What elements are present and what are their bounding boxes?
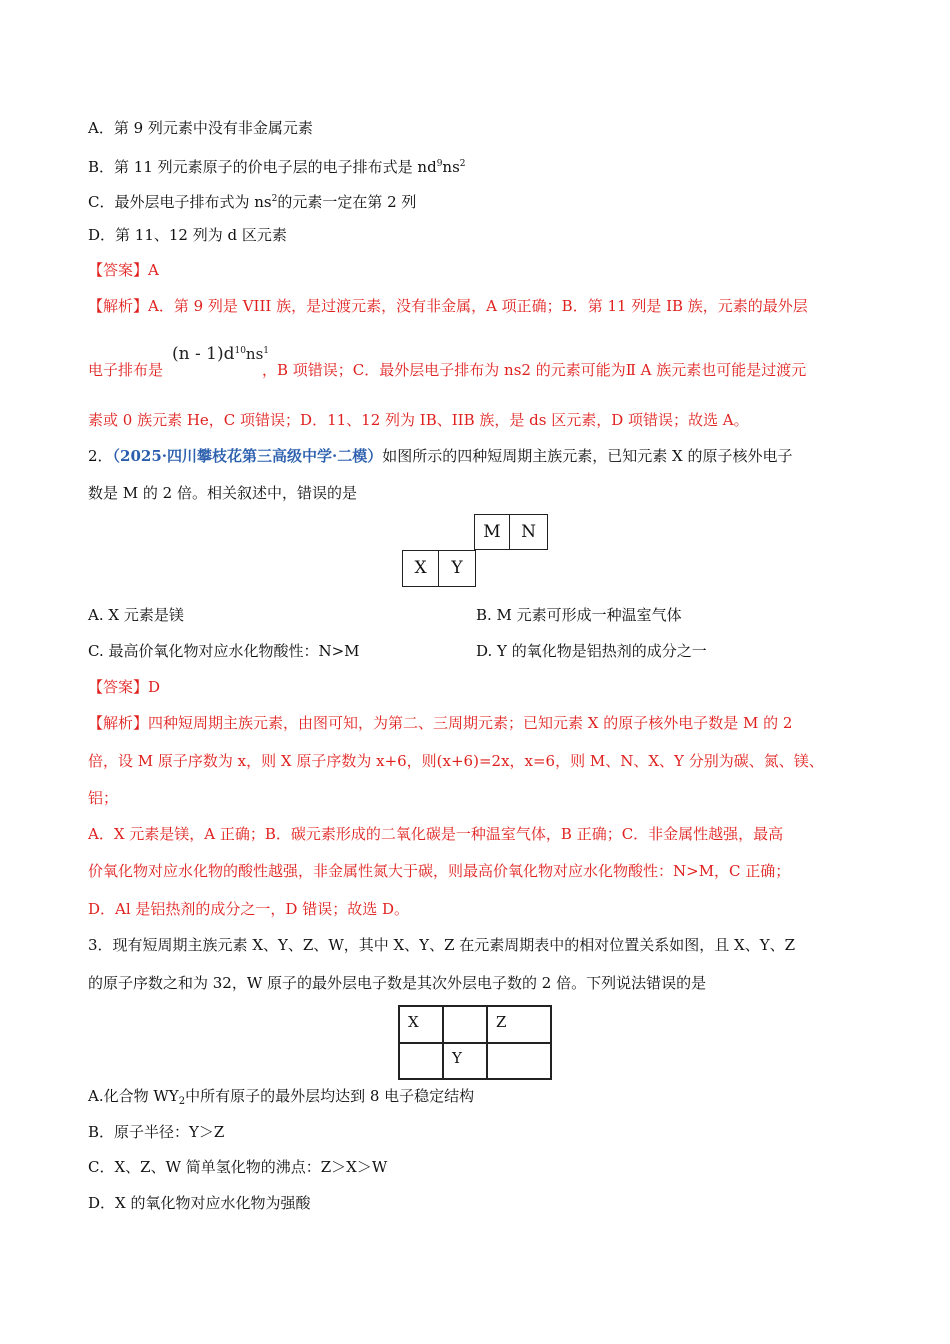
q1-option-c: C．最外层电子排布式为 $ns^2$的元素一定在第 2 列 bbox=[88, 193, 417, 211]
q2-cell-y: Y bbox=[439, 550, 476, 587]
q2-option-c: C. 最高价氧化物对应水化物酸性：N>M bbox=[88, 642, 360, 660]
q2-analysis-line-1: 【解析】四种短周期主族元素，由图可知，为第二、三周期元素；已知元素 X 的原子核外电子数是 M 的 2 bbox=[88, 714, 793, 732]
q2-answer: 【答案】D bbox=[88, 678, 161, 696]
q3-element-grid bbox=[398, 1005, 552, 1080]
q2-source: （2025·四川攀枝花第三高级中学·二模） bbox=[112, 447, 383, 465]
q1-answer: 【答案】A bbox=[88, 261, 159, 279]
q3-stem-line-2: 的原子序数之和为 32，W 原子的最外层电子数是其次外层电子数的 2 倍。下列说法错误的是 bbox=[88, 974, 707, 992]
q1-option-d: D．第 11、12 列为 d 区元素 bbox=[88, 226, 287, 244]
q1-formula: $(n - 1)d^{10}ns^1$ bbox=[172, 344, 270, 364]
q1-analysis-line-2-pre: 电子排布是 bbox=[88, 361, 164, 379]
q2-cell-x: X bbox=[402, 550, 439, 587]
q3-option-d: D．X 的氧化物对应水化物为强酸 bbox=[88, 1194, 311, 1212]
q2-cell-n: N bbox=[510, 514, 548, 550]
q1-analysis-line-1: 【解析】A．第 9 列是 VIII 族，是过渡元素，没有非金属，A 项正确；B．第 11 列是 IB 族，元素的最外层 bbox=[88, 297, 808, 315]
q2-stem-line-1: 2．（2025·四川攀枝花第三高级中学·二模）如图所示的四种短周期主族元素，已知元素 X 的原子核外电子 bbox=[88, 447, 793, 465]
q3-stem-line-1: 3．现有短周期主族元素 X、Y、Z、W，其中 X、Y、Z 在元素周期表中的相对位置关系如图，且 X、Y、Z bbox=[88, 936, 796, 954]
q2-option-a: A. X 元素是镁 bbox=[88, 606, 184, 624]
q3-cell-z: Z bbox=[496, 1013, 507, 1031]
q2-cell-m: M bbox=[474, 514, 510, 550]
q3-cell-y: Y bbox=[452, 1049, 462, 1067]
q2-option-d: D. Y 的氧化物是铝热剂的成分之一 bbox=[476, 642, 707, 660]
q2-analysis-line-2: 倍，设 M 原子序数为 x，则 X 原子序数为 x+6，则(x+6)=2x，x=6，则 M、N、X、Y 分别为碳、氮、镁、 bbox=[88, 752, 824, 770]
q3-option-a: A.化合物 $WY_2$中所有原子的最外层均达到 8 电子稳定结构 bbox=[88, 1087, 475, 1107]
q2-analysis-line-3: 铝； bbox=[88, 789, 119, 807]
q3-option-b: B．原子半径：Y＞Z bbox=[88, 1123, 225, 1141]
q3-cell-x: X bbox=[408, 1013, 419, 1031]
q1-option-a: A．第 9 列元素中没有非金属元素 bbox=[88, 119, 313, 137]
q3-option-c: C．X、Z、W 简单氢化物的沸点：Z＞X＞W bbox=[88, 1158, 388, 1176]
q2-stem-line-2: 数是 M 的 2 倍。相关叙述中，错误的是 bbox=[88, 484, 357, 502]
q2-option-b: B. M 元素可形成一种温室气体 bbox=[476, 606, 682, 624]
q2-analysis-line-6: D．Al 是铝热剂的成分之一，D 错误；故选 D。 bbox=[88, 900, 410, 918]
q2-analysis-line-4: A．X 元素是镁，A 正确；B．碳元素形成的二氧化碳是一种温室气体，B 正确；C．非金属性越强，最高 bbox=[88, 825, 784, 843]
q1-option-b: B．第 11 列元素原子的价电子层的电子排布式是 $nd^9ns^2$ bbox=[88, 158, 466, 176]
q2-analysis-line-5: 价氧化物对应水化物的酸性越强，非金属性氮大于碳，则最高价氧化物对应水化物酸性：N>M，C 正确； bbox=[88, 862, 791, 880]
q1-analysis-line-2-post: ，B 项错误；C．最外层电子排布为 ns2 的元素可能为Ⅱ A 族元素也可能是过渡元 bbox=[262, 361, 807, 379]
q1-analysis-line-3: 素或 0 族元素 He，C 项错误；D．11、12 列为 IB、IIB 族，是 ds 区元素，D 项错误；故选 A。 bbox=[88, 411, 749, 429]
